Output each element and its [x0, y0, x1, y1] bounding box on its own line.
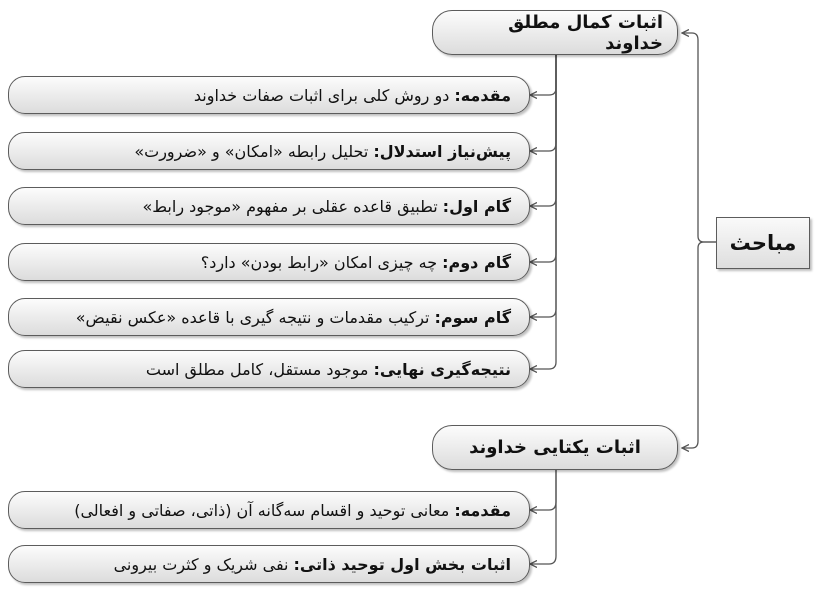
branch-node-2: [432, 425, 678, 470]
leaf-text: ترکیب مقدمات و نتیجه گیری با قاعده «عکس نقیض»: [75, 307, 430, 327]
leaf-heading: مقدمه:: [454, 85, 511, 105]
leaf-text: دو روش کلی برای اثبات صفات خداوند: [193, 85, 450, 105]
root-label: مباحث: [729, 231, 797, 255]
leaf-text: موجود مستقل، کامل مطلق است: [145, 359, 369, 379]
branch-node-1: [432, 10, 678, 55]
leaf-node: [8, 132, 530, 170]
leaf-text: تحلیل رابطه «امکان» و «ضرورت»: [134, 141, 369, 161]
leaf-node: [8, 350, 530, 388]
leaf-heading: گام اول:: [442, 196, 511, 216]
branch-title-1: اثبات کمال مطلق خداوند: [508, 11, 663, 54]
leaf-text: تطبیق قاعده عقلی بر مفهوم «موجود رابط»: [142, 196, 438, 216]
leaf-text: نفی شریک و کثرت بیرونی: [113, 554, 289, 574]
leaf-node: [8, 545, 530, 583]
leaf-heading: مقدمه:: [454, 500, 511, 520]
root-node: [716, 217, 810, 269]
leaf-node: [8, 491, 530, 529]
leaf-heading: گام سوم:: [434, 307, 511, 327]
leaf-heading: پیش‌نیاز استدلال:: [373, 141, 511, 161]
leaf-heading: نتیجه‌گیری نهایی:: [373, 359, 511, 379]
leaf-heading: گام دوم:: [442, 252, 511, 272]
leaf-node: [8, 76, 530, 114]
leaf-text: چه چیزی امکان «رابط بودن» دارد؟: [200, 252, 438, 272]
leaf-node: [8, 298, 530, 336]
leaf-node: [8, 187, 530, 225]
leaf-heading: اثبات بخش اول توحید ذاتی:: [293, 554, 511, 574]
leaf-node: [8, 243, 530, 281]
leaf-text: معانی توحید و اقسام سه‌گانه آن (ذاتی، صفاتی و افعالی): [74, 500, 450, 520]
branch-title-2: اثبات یکتایی خداوند: [469, 437, 641, 458]
